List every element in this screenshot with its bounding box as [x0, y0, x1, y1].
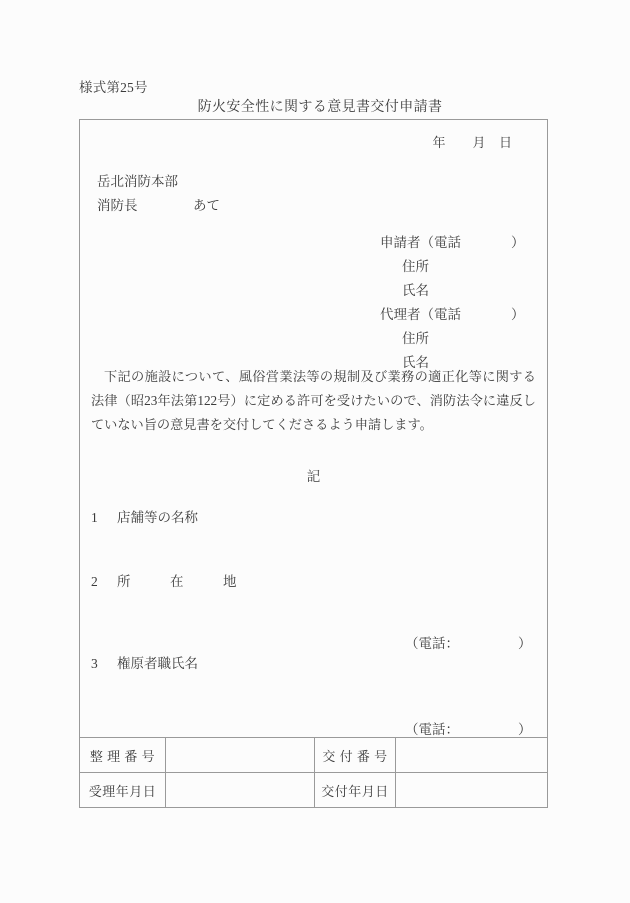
ki-marker: 記 [306, 469, 321, 484]
applicant-name-row [380, 279, 540, 303]
agent-paren-close: ） [511, 307, 525, 322]
item-2 [91, 570, 250, 590]
cell-label-seiri-bango: 整 理 番 号 [80, 738, 166, 773]
addressee-organization: 岳北消防本部 [97, 174, 178, 189]
agent-label: 代理者（電話 [380, 307, 461, 322]
phone-field-2-paren-close: ） [518, 722, 532, 737]
item-1-label: 店舗等の名称 [117, 510, 198, 525]
cell-value-kofu-nengappi[interactable] [396, 773, 548, 808]
item-3 [91, 652, 198, 672]
cell-label-juri-nengappi: 受理年月日 [80, 773, 166, 808]
cell-value-kofu-bango[interactable] [396, 738, 548, 773]
item-2-label: 所 在 地 [117, 574, 250, 589]
date-line [80, 132, 547, 151]
applicant-paren-close: ） [511, 235, 525, 250]
body-paragraph: 下記の施設について、風俗営業法等の規制及び業務の適正化等に関する法律（昭23年法第122号）に定める許可を受けたいので、消防法令に違反していない旨の意見書を交付してくださるよう申請します。 [91, 369, 536, 432]
bottom-table [79, 737, 548, 808]
date-year-label: 年 [432, 135, 446, 150]
item-1 [91, 506, 198, 526]
item-1-number: 1 [91, 510, 98, 525]
date-month-label: 月 [472, 135, 486, 150]
form-frame [79, 119, 548, 808]
phone-field-1-label: （電話： [405, 636, 459, 651]
addressee-honorific: あて [193, 198, 220, 213]
table-row [80, 738, 548, 773]
agent-address-label: 住所 [402, 331, 429, 346]
applicant-address-row [380, 255, 540, 279]
applicant-address-label: 住所 [402, 259, 429, 274]
addressee-block [97, 170, 220, 218]
document-title: 防火安全性に関する意見書交付申請書 [197, 100, 443, 115]
applicant-name-label: 氏名 [402, 283, 429, 298]
addressee-role-row [97, 194, 220, 218]
item-3-label: 権原者職氏名 [117, 656, 198, 671]
item-3-number: 3 [91, 656, 98, 671]
addressee-role: 消防長 [97, 198, 138, 213]
cell-label-kofu-nengappi: 交付年月日 [315, 773, 396, 808]
phone-field-1-paren-close: ） [518, 636, 532, 651]
agent-name-label: 氏名 [402, 355, 429, 370]
date-day-label: 日 [499, 135, 513, 150]
cell-value-seiri-bango[interactable] [166, 738, 315, 773]
applicant-phone-row [380, 231, 540, 255]
agent-address-row [380, 327, 540, 351]
cell-value-juri-nengappi[interactable] [166, 773, 315, 808]
agent-phone-row [380, 303, 540, 327]
applicant-block [380, 231, 540, 375]
table-row [80, 773, 548, 808]
item-2-number: 2 [91, 574, 98, 589]
form-number-label: 様式第25号 [79, 80, 148, 95]
applicant-label: 申請者（電話 [380, 235, 461, 250]
phone-field-2-label: （電話： [405, 722, 459, 737]
cell-label-kofu-bango: 交 付 番 号 [315, 738, 396, 773]
